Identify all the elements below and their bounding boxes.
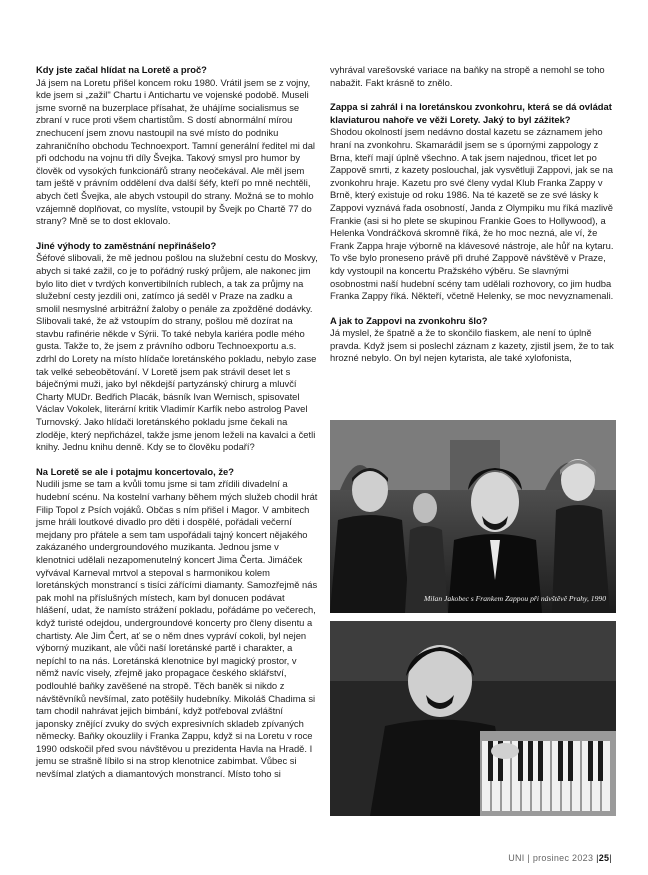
right-column <box>330 64 616 365</box>
photo-zappa-keyboard-image <box>330 621 616 816</box>
article-paragraph: Nudili jsme se tam a kvůli tomu jsme si tam zřídili divadelní a hudební scénu. Na kostelní varhany během mých služeb chodil hrát Filip Topol z Psích vojáků. Občas s ním přišel i Magor. V ambitech jsme hráli loutkové divadlo pro děti i dospělé, pořádali večerní mejdany pro přátele a sem tam uspořádali tajný koncert nějakého zakázaného undergroundového muzikanta. Jednou jsme v klenotnici udělali nezapomenutelný koncert Jima Čerta. Jimáček vyřvával Karneval mrtvol a stepoval s harmonikou kolem loretánských monstrancí s tisíci zářícími diamanty. Samozřejmě nás pak mohl na příslušných místech, kam byl donucen podávat hlášení, udat, že namísto strážení pokladu, pořádáme po večerech, když turisté odejdou, undergroundové koncerty pro členy disentu a chartisty. Ale Jim Čert, ať se o něm dnes vypráví cokoli, byl nejen výborný muzikant, ale vůči naší loretánské partě i charakter, a nepíchl to na nás. Loretánská klenotnice byl magický prostor, v němž navíc visely, zřejmě jako propagace českého sklářství, podlouhlé baňky zavěšené na stropě. Těch baněk si nikdo z návštěvníků nevšímal, zato potěšily hudebníky. Mikoláš Chadima si tam chodil nahrávat jejich bimbání, když potřeboval zvláštní japonsky znějící zvuky do svých expresivních skladeb zpívaných německy. Baňky okouzlily i Franka Zappu, když si na Loretu v roce 1990 odskočil před svou návštěvou u prezidenta Havla na Hradě. I jemu se strašně líbilo si na strop klenotnice zabimbat. Vůbec si nevšímal zlatých a diamantových monstrancí. Místo toho si <box>36 478 318 780</box>
article-heading: Kdy jste začal hlídat na Loretě a proč? <box>36 64 207 75</box>
article-paragraph: Shodou okolností jsem nedávno dostal kazetu se záznamem jeho hraní na zvonkohru. Skamarádil jsem se s úpornými zappology z Brna, kteří mají úplně všechno. A tak jsem najednou, třicet let po Zappově smrti, z kazety poslouchal, jak vysvětluji Zappovi, jak se na zvonkohru hraje. Kazetu pro své členy vydal Klub Franka Zappy v Brně, který existuje od roku 1986. Na té kazetě se ze své lásky k Zappovi vyznává řada osobností, Janda z Olympiku mu říká mazlivě Frankie (asi si ho plete se skupinou Frankie Goes to Hollywood), a Helenka Vondráčková skromně říká, že ho moc nezná, ale ví, že Frank Zappa hraje výborně na klávesové nástroje, ale hůř na kytaru. To vše bylo proneseno právě při druhé Zappově návštěvě v Praze, kdy vystoupil na koncertu Pražského výběru. Se slavnými osobnostmi naší hudební scény tam udělali rozhovory, co jim hudba Franka Zappy říká. Někteří, včetně Helenky, se moc nevyznamenali. <box>330 126 614 302</box>
magazine-issue: UNI | prosinec 2023 <box>508 853 594 863</box>
photo-zappa-visit <box>330 420 616 613</box>
left-column <box>36 64 318 781</box>
article-paragraph: Já myslel, že špatně a že to skončilo fiaskem, ale není to úplně pravda. Když jsem si poslechl záznam z kazety, zjistil jsem, že to tak hrozné nebylo. On byl nejen kytarista, ale také xylofonista, <box>330 327 614 364</box>
article-heading: Zappa si zahrál i na loretánskou zvonkohru, která se dá ovládat klaviaturou nahoře ve věži Lorety. Jaký to byl zážitek? <box>330 101 612 125</box>
photo-caption: Milan Jakobec s Frankem Zappou při návštěvě Prahy, 1990 <box>423 594 606 603</box>
photo-zappa-keyboard <box>330 621 616 816</box>
footer-separator-end: | <box>609 853 612 863</box>
article-paragraph: vyhrával varešovské variace na baňky na stropě a nemohl se toho nabažit. Fakt krásně to znělo. <box>330 64 605 88</box>
article-heading: Jiné výhody to zaměstnání nepřinášelo? <box>36 239 217 251</box>
photo-zappa-visit-image <box>330 420 616 613</box>
footer-separator: | <box>596 853 599 863</box>
article-paragraph: Šéfové slibovali, že mě jednou pošlou na služební cestu do Moskvy, abych si také zažil, co je to pořádný ruský průjem, ale nakonec jim bylo lito diet v tvrdých konvertibilních rublech, a tak za průjmy na služební cesty jezdili oni, zatímco já seděl v Praze na zadku a smolil nesmyslné arbitrážní žaloby o penále za zpožděné dodávky. Slibovali také, že až vstoupím do strany, pošlou mě dozírat na stavbu rafinérie někde v Sýrii. To také nebyla kariéra podle mého gusta. Takže to, že jsem z právního odboru Technoexportu a.s. zdrhl do Lorety na místo hlídače loretánského pokladu, nebylo zase tak velké sebeobětování. V Loretě jsem pak strávil deset let s báječnými muži, jako byl někdejší partyzánský chirurg a mluvčí Charty MUDr. Bedřich Placák, básník Ivan Wernisch, spisovatel Václav Vokolek, literární kritik Vladimír Karfík nebo astrolog Pavel Turnovský. Jako hlídači loretánského pokladu jsme čekali na zloděje, který nepřicházel, takže jsme jenom leželi na kavalci a četli knihy. Jednu knihu denně. Kdy se to člověku podaří? <box>36 252 318 453</box>
article-heading: Na Loretě se ale i potajmu koncertovalo, že? <box>36 465 234 477</box>
page-number: 25 <box>598 853 610 863</box>
page-footer <box>508 853 612 863</box>
article-paragraph: Já jsem na Loretu přišel koncem roku 1980. Vrátil jsem se z vojny, kde jsem si „zažil" Chartu i Antichartu ve vojenské podobě. Museli jsme svorně na buzerplace přísahat, že uhájíme socialismus se zbraní v ruce proti všem chartistům. S dostí abnormální mírou znechucení jsem znovu nastoupil na své místo do podniku zahraničního obchodu Technoexport. Tamní generální ředitel mi dal při odchodu na vojnu tři díly Švejka. Takový smysl pro humor by člověk od vysokých funkcionářů strany neočekával. Ale měl jsem tam ještě v právním oddělení dva další šéfy, kteří po mně nechtěli, abych četl Švejka, ale abych vstoupil do strany. Možná se to mohlo vzájemně doplňovat, co myslíte, vstoupil by Švejk po Chartě 77 do strany? Mně se to dost eklovalo. <box>36 76 315 227</box>
article-heading: A jak to Zappovi na zvonkohru šlo? <box>330 314 488 326</box>
